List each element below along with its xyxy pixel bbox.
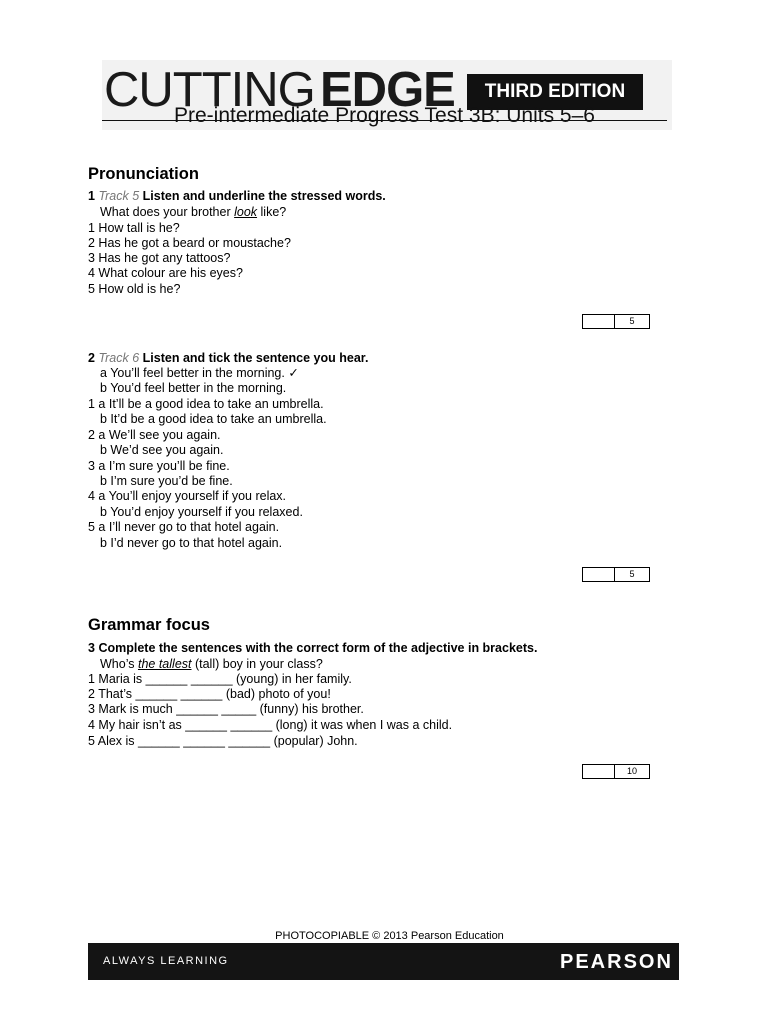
score-total: 5 bbox=[629, 569, 635, 579]
instruction-text: Complete the sentences with the correct form of the adjective in brackets. bbox=[98, 641, 538, 655]
exercise-1-instruction bbox=[88, 189, 386, 204]
list-item: 3 Mark is much ______ _____ (funny) his brother. bbox=[88, 702, 364, 716]
publisher-logo: PEARSON bbox=[560, 951, 673, 973]
track-label: Track 5 bbox=[98, 189, 140, 203]
exercise-number: 1 bbox=[88, 189, 95, 203]
list-item: b It’d be a good idea to take an umbrella. bbox=[100, 412, 327, 426]
copyright-notice: PHOTOCOPIABLE © 2013 Pearson Education bbox=[275, 930, 504, 942]
logo-edge: EDGE bbox=[320, 63, 455, 117]
list-item: 1 a It’ll be a good idea to take an umbrella. bbox=[88, 397, 324, 411]
score-input-cell[interactable] bbox=[583, 765, 615, 778]
exercise-number: 2 bbox=[88, 351, 95, 365]
list-item: 1 Maria is ______ ______ (young) in her family. bbox=[88, 672, 352, 686]
list-item: 5 a I’ll never go to that hotel again. bbox=[88, 520, 280, 534]
list-item: 5 How old is he? bbox=[88, 282, 181, 296]
score-box-2 bbox=[582, 567, 650, 582]
section-heading-pronunciation: Pronunciation bbox=[88, 165, 199, 183]
test-title: Pre-intermediate Progress Test 3B: Units 5–6 bbox=[174, 104, 595, 127]
list-item: b I’d never go to that hotel again. bbox=[100, 536, 283, 550]
list-item: 4 a You’ll enjoy yourself if you relax. bbox=[88, 489, 287, 503]
instruction-text: Listen and underline the stressed words. bbox=[142, 189, 386, 203]
title-rule bbox=[102, 120, 667, 121]
list-item: 4 My hair isn’t as ______ ______ (long) it was when I was a child. bbox=[88, 718, 453, 732]
example-answer: the tallest bbox=[137, 657, 192, 671]
list-item: 2 a We’ll see you again. bbox=[88, 428, 221, 442]
score-input-cell[interactable] bbox=[583, 568, 615, 581]
list-item: 2 Has he got a beard or moustache? bbox=[88, 236, 291, 250]
list-item: 4 What colour are his eyes? bbox=[88, 266, 243, 280]
list-item: 2 That’s ______ ______ (bad) photo of you! bbox=[88, 687, 331, 701]
list-item: b You’d enjoy yourself if you relaxed. bbox=[100, 505, 303, 519]
score-box-3 bbox=[582, 764, 650, 779]
example-answer: look bbox=[234, 205, 258, 219]
example-text: (tall) boy in your class? bbox=[191, 657, 323, 671]
score-total: 5 bbox=[629, 316, 635, 326]
logo-cutting: CUTTING bbox=[104, 63, 315, 117]
list-item: b I’m sure you’d be fine. bbox=[100, 474, 233, 488]
score-input-cell[interactable] bbox=[583, 315, 615, 328]
example-b: b You’d feel better in the morning. bbox=[100, 381, 287, 395]
track-label: Track 6 bbox=[98, 351, 140, 365]
example-text: What does your brother bbox=[100, 205, 235, 219]
example-text: Who’s bbox=[100, 657, 138, 671]
footer-tagline: ALWAYS LEARNING bbox=[103, 955, 229, 967]
list-item: b We’d see you again. bbox=[100, 443, 224, 457]
score-box-1 bbox=[582, 314, 650, 329]
list-item: 3 Has he got any tattoos? bbox=[88, 251, 231, 265]
example-text: like? bbox=[257, 205, 287, 219]
score-total: 10 bbox=[626, 766, 637, 776]
edition-badge: THIRD EDITION bbox=[467, 74, 643, 110]
exercise-3-example bbox=[100, 657, 323, 672]
list-item: 1 How tall is he? bbox=[88, 221, 180, 235]
exercise-3-instruction bbox=[88, 641, 537, 656]
example-a: a You’ll feel better in the morning. ✓ bbox=[100, 366, 299, 380]
exercise-2-instruction bbox=[88, 351, 368, 366]
instruction-text: Listen and tick the sentence you hear. bbox=[142, 351, 369, 365]
list-item: 5 Alex is ______ ______ ______ (popular) John. bbox=[88, 734, 358, 748]
section-heading-grammar: Grammar focus bbox=[88, 616, 210, 634]
exercise-1-example bbox=[100, 205, 286, 220]
exercise-number: 3 bbox=[88, 641, 95, 655]
list-item: 3 a I’m sure you’ll be fine. bbox=[88, 459, 230, 473]
